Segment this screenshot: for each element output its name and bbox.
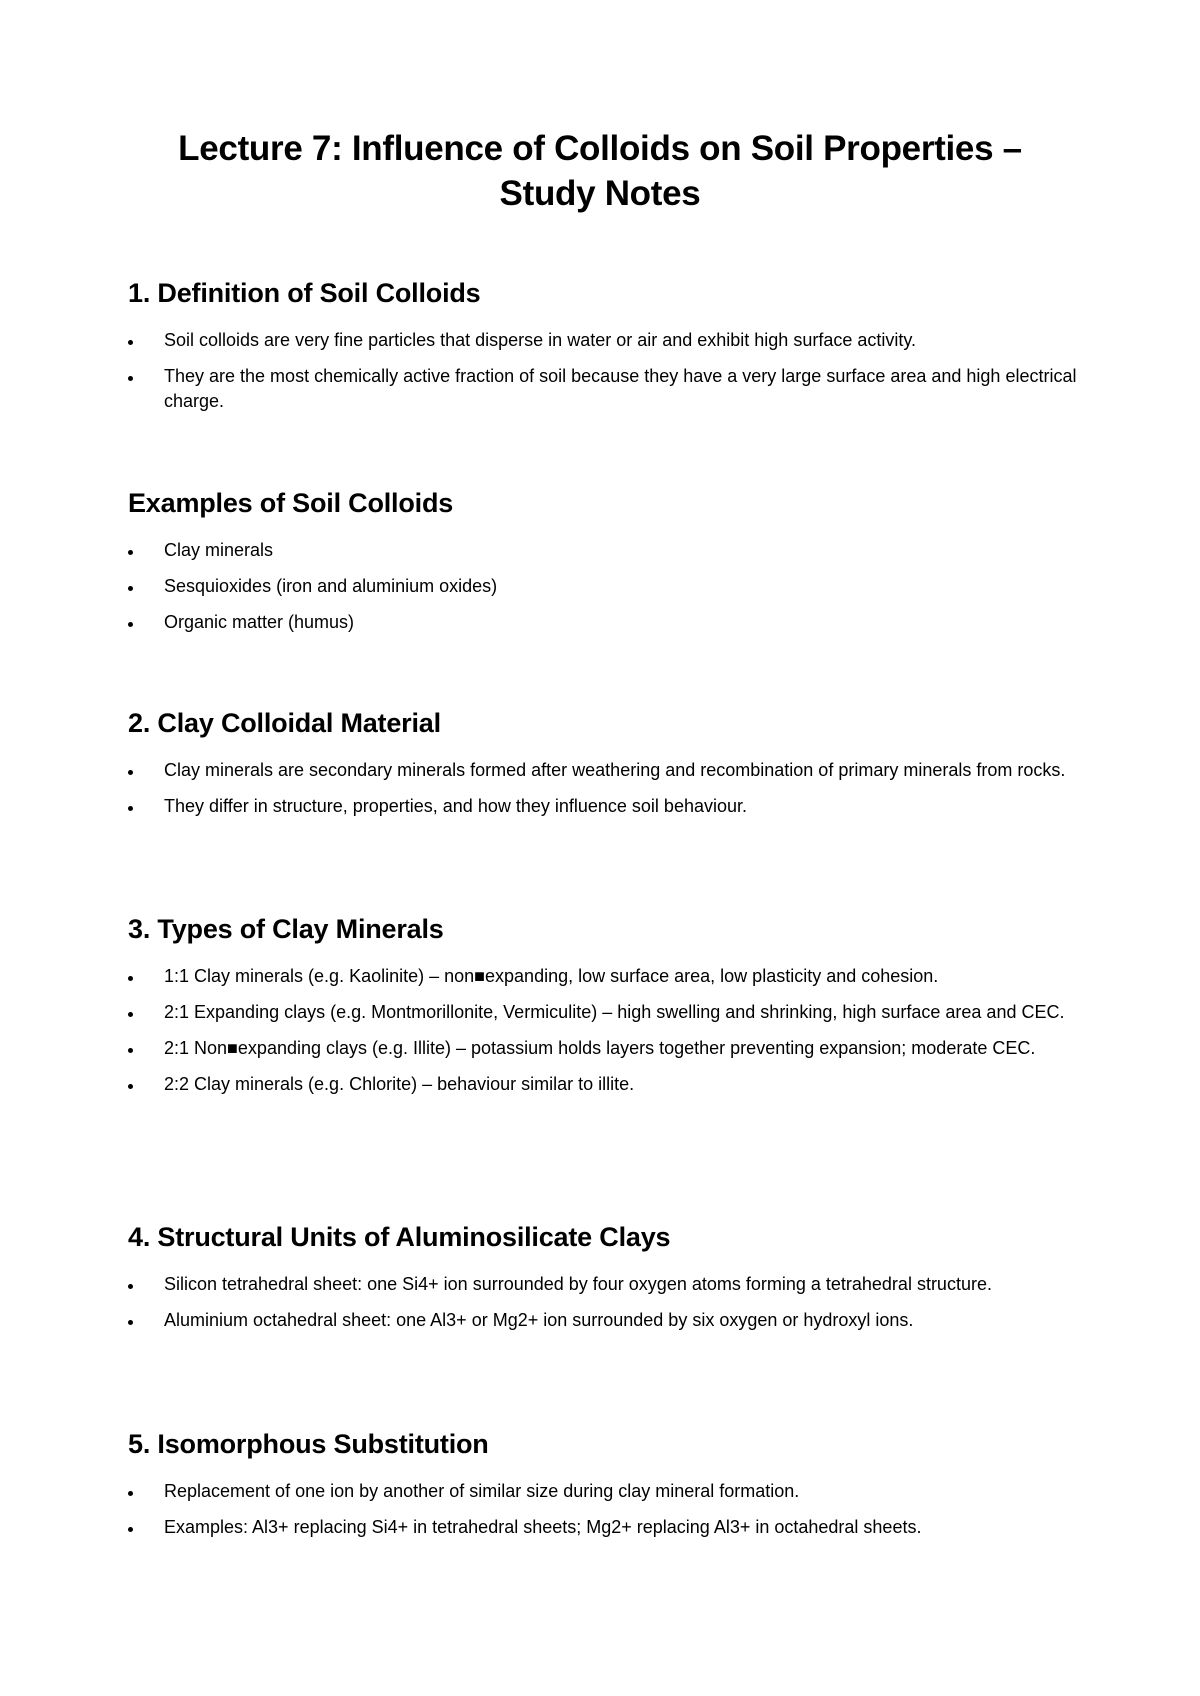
section-heading: 5. Isomorphous Substitution — [128, 1429, 489, 1459]
section-heading: 3. Types of Clay Minerals — [128, 914, 444, 944]
page-title: Lecture 7: Influence of Colloids on Soil Properties – Study Notes — [178, 129, 1022, 213]
list-item: Soil colloids are very fine particles that disperse in water or air and exhibit high surface activity. — [128, 328, 1088, 353]
section-types-clay — [128, 912, 1088, 1108]
section-heading: 4. Structural Units of Aluminosilicate Clays — [128, 1222, 671, 1252]
bullet-list — [128, 758, 1088, 819]
list-item: Examples: Al3+ replacing Si4+ in tetrahedral sheets; Mg2+ replacing Al3+ in octahedral sheets. — [128, 1515, 1088, 1540]
list-item: They are the most chemically active fraction of soil because they have a very large surface area and high electrical charge. — [128, 364, 1088, 414]
bullet-list — [128, 964, 1088, 1097]
section-clay-colloidal — [128, 706, 1088, 830]
list-item: 2:1 Expanding clays (e.g. Montmorillonite, Vermiculite) – high swelling and shrinking, high surface area and CEC. — [128, 1000, 1088, 1025]
section-definition — [128, 276, 1088, 425]
list-item: 1:1 Clay minerals (e.g. Kaolinite) – non■expanding, low surface area, low plasticity and cohesion. — [128, 964, 1088, 989]
list-item: Organic matter (humus) — [128, 610, 1088, 635]
bullet-list — [128, 1272, 1088, 1333]
list-item: Replacement of one ion by another of similar size during clay mineral formation. — [128, 1479, 1088, 1504]
bullet-list — [128, 1479, 1088, 1540]
list-item: Clay minerals — [128, 538, 1088, 563]
section-examples — [128, 486, 1088, 646]
bullet-list — [128, 328, 1088, 414]
section-heading: Examples of Soil Colloids — [128, 488, 454, 518]
list-item: Silicon tetrahedral sheet: one Si4+ ion surrounded by four oxygen atoms forming a tetrahedral structure. — [128, 1272, 1088, 1297]
section-heading: 2. Clay Colloidal Material — [128, 708, 441, 738]
list-item: Sesquioxides (iron and aluminium oxides) — [128, 574, 1088, 599]
list-item: Aluminium octahedral sheet: one Al3+ or Mg2+ ion surrounded by six oxygen or hydroxyl ions. — [128, 1308, 1088, 1333]
list-item: Clay minerals are secondary minerals formed after weathering and recombination of primary minerals from rocks. — [128, 758, 1088, 783]
list-item: 2:1 Non■expanding clays (e.g. Illite) – potassium holds layers together preventing expansion; moderate CEC. — [128, 1036, 1088, 1061]
section-structural-units — [128, 1220, 1088, 1344]
list-item: They differ in structure, properties, and how they influence soil behaviour. — [128, 794, 1088, 819]
list-item: 2:2 Clay minerals (e.g. Chlorite) – behaviour similar to illite. — [128, 1072, 1088, 1097]
section-isomorphous — [128, 1427, 1088, 1551]
bullet-list — [128, 538, 1088, 635]
section-heading: 1. Definition of Soil Colloids — [128, 278, 481, 308]
